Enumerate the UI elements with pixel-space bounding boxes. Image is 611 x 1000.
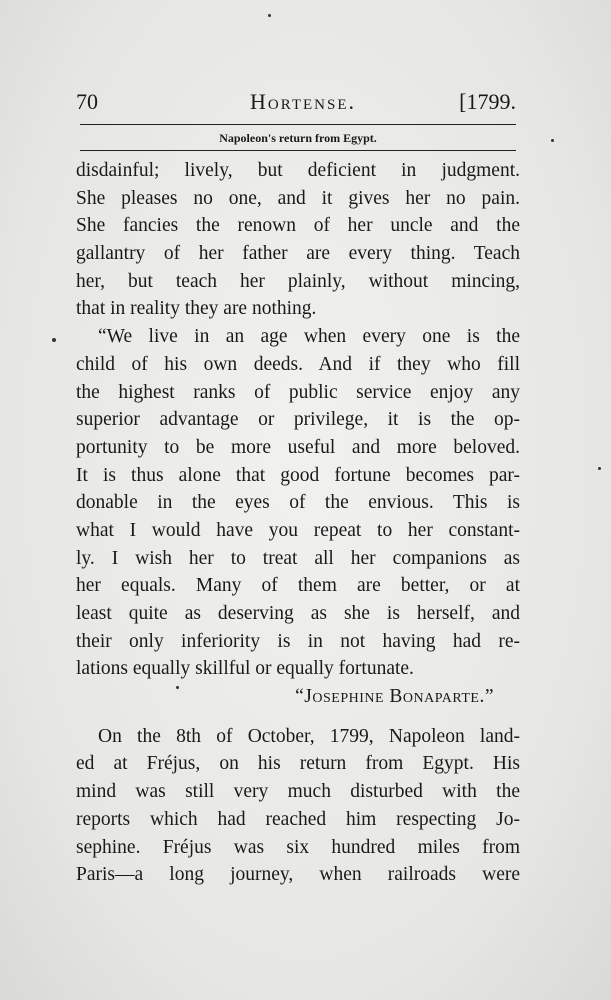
chapter-subheading: Napoleon's return from Egypt. xyxy=(219,131,377,145)
year-label: [1799. xyxy=(459,89,516,114)
ink-speck xyxy=(551,139,554,142)
text-line: her, but teach her plainly, without mincing, xyxy=(76,270,520,292)
book-title xyxy=(76,86,516,118)
text-line: the highest ranks of public service enjoy any xyxy=(76,381,520,403)
text-line: mind was still very much disturbed with the xyxy=(76,781,520,803)
text-line: sephine. Fréjus was six hundred miles from xyxy=(76,836,520,858)
text-line: that in reality they are nothing. xyxy=(76,298,317,320)
text-line: portunity to be more useful and more beloved. xyxy=(76,436,520,458)
text-line: She fancies the renown of her uncle and the xyxy=(76,215,520,237)
text-line: donable in the eyes of the envious. This is xyxy=(76,492,520,514)
header-rule-top xyxy=(80,124,516,125)
letter-signature: “Josephine Bonaparte.” xyxy=(295,686,494,708)
text-line: lations equally skillful or equally fortunate. xyxy=(76,658,414,680)
text-line: superior advantage or privilege, it is the op- xyxy=(76,409,520,431)
text-line: their only inferiority is in not having had re- xyxy=(76,630,520,652)
text-line: what I would have you repeat to her constant- xyxy=(76,519,520,541)
body-text xyxy=(76,157,520,889)
ink-speck xyxy=(268,14,271,17)
text-line: “We live in an age when every one is the xyxy=(98,326,520,348)
text-line: gallantry of her father are every thing. Teach xyxy=(76,243,520,265)
text-line: disdainful; lively, but deficient in judgment. xyxy=(76,160,520,181)
text-line: her equals. Many of them are better, or at xyxy=(76,575,520,597)
page-number: 70 xyxy=(76,89,98,114)
book-title-text: Hortense. xyxy=(250,89,356,114)
ink-speck xyxy=(176,686,179,689)
text-line: She pleases no one, and it gives her no pain. xyxy=(76,187,520,209)
text-line: On the 8th of October, 1799, Napoleon land- xyxy=(98,725,520,747)
text-line: child of his own deeds. And if they who fill xyxy=(76,353,520,375)
text-line: ly. I wish her to treat all her companions as xyxy=(76,547,520,569)
running-head xyxy=(76,86,516,118)
text-line: Paris—a long journey, when railroads were xyxy=(76,864,520,886)
text-line: least quite as deserving as she is herself, and xyxy=(76,603,520,624)
header-rule-bottom xyxy=(80,150,516,151)
text-line: It is thus alone that good fortune becomes par- xyxy=(76,464,520,486)
text-line: reports which had reached him respecting Jo- xyxy=(76,808,520,830)
text-line: ed at Fréjus, on his return from Egypt. His xyxy=(76,753,520,775)
ink-speck xyxy=(598,467,601,470)
ink-speck xyxy=(52,338,56,342)
text-line xyxy=(76,711,520,723)
